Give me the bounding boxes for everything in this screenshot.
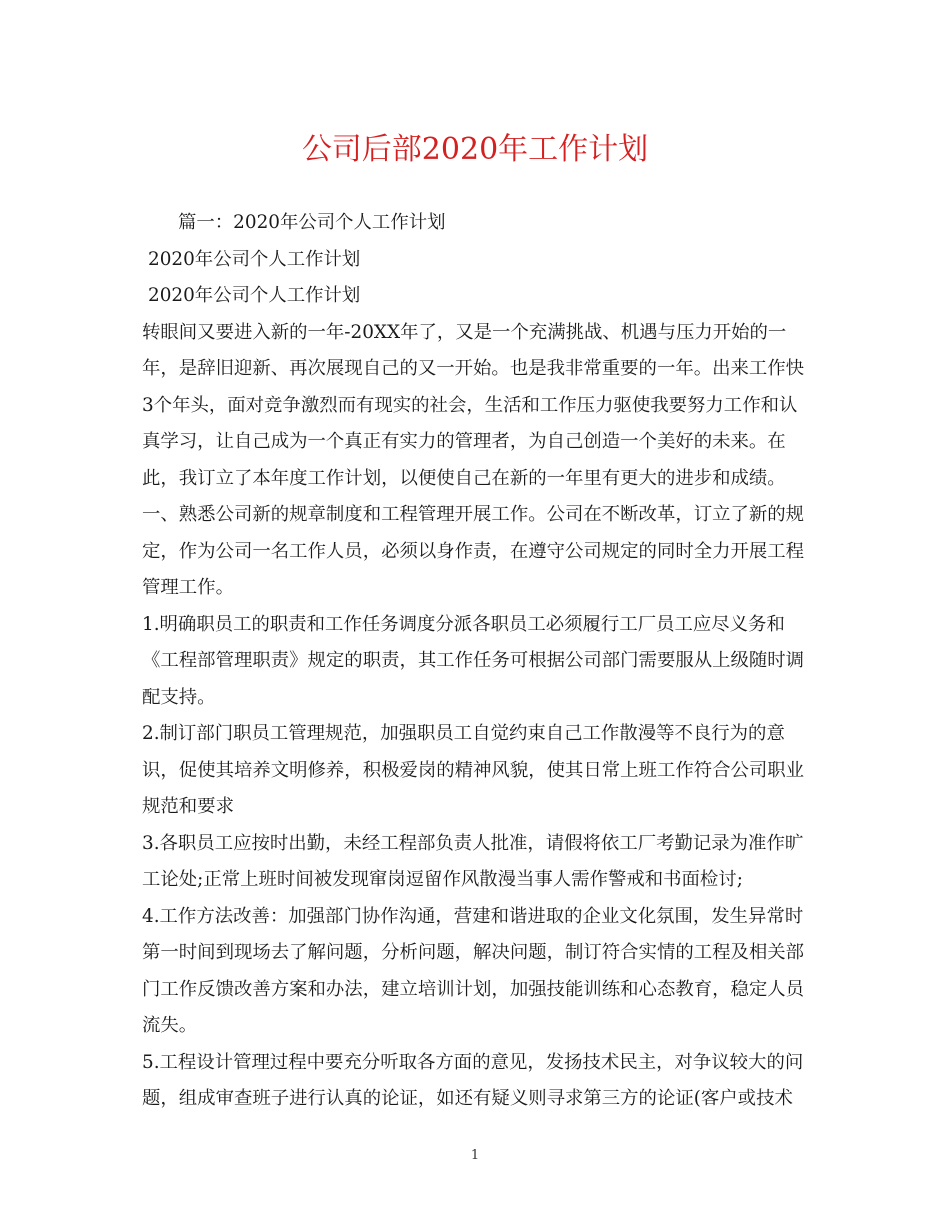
document-title: 公司后部2020年工作计划	[301, 132, 649, 167]
paragraph-line: 4.工作方法改善：加强部门协作沟通，营建和谐进取的企业文化氛围，发生异常时	[142, 905, 804, 927]
paragraph-line: 一、熟悉公司新的规章制度和工程管理开展工作。公司在不断改革，订立了新的规	[142, 504, 805, 525]
paragraph-line: 规范和要求	[142, 796, 234, 817]
paragraph-line: 第一时间到现场去了解问题，分析问题，解决问题，制订符合实情的工程及相关部	[142, 942, 805, 963]
paragraph-line: 题，组成审查班子进行认真的论证，如还有疑义则寻求第三方的论证(客户或技术	[142, 1088, 793, 1109]
paragraph-line: 年，是辞旧迎新、再次展现自己的又一开始。也是我非常重要的一年。出来工作快	[142, 358, 805, 379]
paragraph-line: 转眼间又要进入新的一年-20XX年了，又是一个充满挑战、机遇与压力开始的一	[142, 321, 787, 343]
paragraph-line: 工论处;正常上班时间被发现窜岗逗留作风散漫当事人需作警戒和书面检讨;	[142, 869, 743, 890]
paragraph-line: 1.明确职员工的职责和工作任务调度分派各职员工必须履行工厂员工应尽义务和	[142, 613, 785, 635]
paragraph-line: 门工作反馈改善方案和办法，建立培训计划，加强技能训练和心态教育，稳定人员	[142, 978, 805, 1000]
section-heading: 篇一：2020年公司个人工作计划	[178, 212, 446, 233]
paragraph-line: 《工程部管理职责》规定的职责，其工作任务可根据公司部门需要服从上级随时调	[142, 650, 805, 671]
page-number: 1	[470, 1148, 480, 1163]
paragraph-line: 流失。	[142, 1015, 198, 1036]
document-body	[142, 205, 822, 1118]
paragraph-line: 管理工作。	[142, 577, 234, 598]
paragraph-line: 此，我订立了本年度工作计划，以便使自己在新的一年里有更大的进步和成绩。	[142, 467, 786, 489]
paragraph-line: 3个年头，面对竞争激烈而有现实的社会，生活和工作压力驱使我要努力工作和认	[142, 394, 798, 416]
paragraph-line: 定，作为公司一名工作人员，必须以身作责，在遵守公司规定的同时全力开展工程	[142, 540, 805, 562]
paragraph-line: 2.制订部门职员工管理规范，加强职员工自觉约束自己工作散漫等不良行为的意	[142, 723, 785, 744]
paragraph-line: 3.各职员工应按时出勤，未经工程部负责人批准，请假将依工厂考勤记录为准作旷	[142, 832, 804, 854]
subtitle-line: 2020年公司个人工作计划	[148, 285, 361, 306]
paragraph-line: 识，促使其培养文明修养，积极爱岗的精神风貌，使其日常上班工作符合公司职业	[142, 759, 805, 781]
paragraph-line: 配支持。	[142, 686, 216, 708]
paragraph-line: 5.工程设计管理过程中要充分听取各方面的意见，发扬技术民主，对争议较大的问	[142, 1051, 804, 1073]
subtitle-line: 2020年公司个人工作计划	[148, 248, 361, 270]
paragraph-line: 真学习，让自己成为一个真正有实力的管理者，为自己创造一个美好的未来。在	[142, 431, 786, 452]
